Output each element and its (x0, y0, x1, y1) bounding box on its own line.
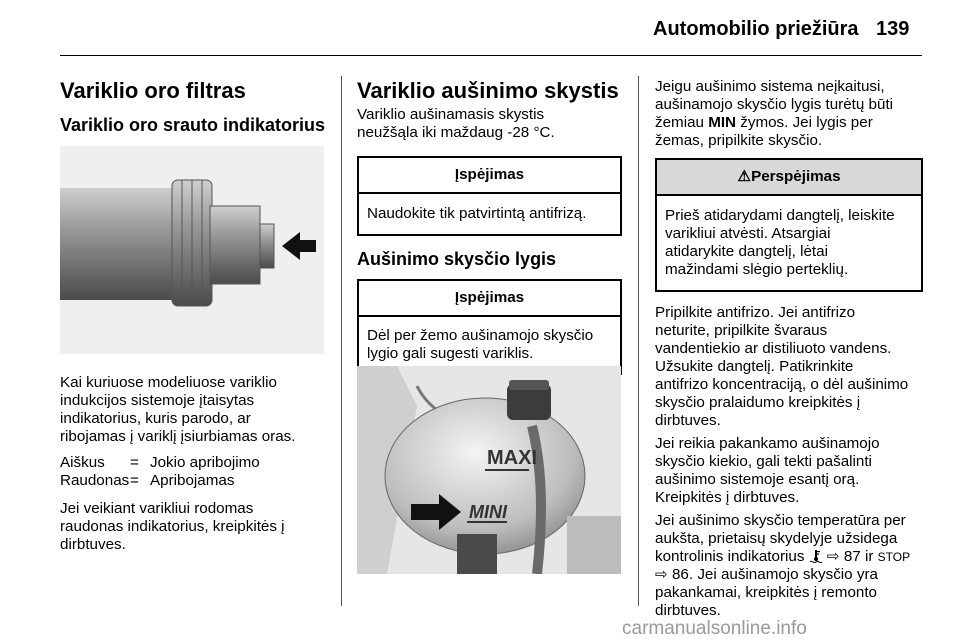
text-line: vandentiekio ar distiliuoto vandens. (655, 340, 892, 357)
text-fragment: ir (860, 548, 878, 565)
warning-box-title: Įspėjimas (359, 158, 620, 194)
min-keyword: MIN (708, 114, 737, 131)
text-line: žemas, pripilkite skysčio. (655, 132, 823, 149)
text-line: aušinimo sistemoje esantį orą. (655, 471, 860, 488)
text-line: Kai kuriuose modeliuose variklio (60, 374, 277, 391)
warning-box-text (359, 317, 620, 373)
text-line: Variklio aušinamasis skystis (357, 106, 545, 123)
text-line: Užsukite dangtelį. Patikrinkite (655, 358, 854, 375)
warning-box-level (357, 279, 622, 375)
indicator-state-table (60, 454, 335, 490)
warning-box-text: Naudokite tik patvirtintą antifrizą. (367, 205, 587, 222)
table-cell: Jokio apribojimo (150, 454, 260, 471)
text-line: Kreipkitės į dirbtuves. (655, 489, 800, 506)
header-rule (60, 55, 922, 56)
text-line: skysčio kiekio, gali tekti pašalinti (655, 453, 872, 470)
column-1-body (60, 374, 335, 554)
page-reference-icon: ⇨ (826, 548, 840, 565)
air-filter-illustration (60, 146, 324, 354)
text-line: aukšta, prietaisų skydelyje užsidega (655, 530, 898, 547)
text-line: antifrizo koncentraciją, o dėl aušinimo (655, 376, 909, 393)
text-line: lygio gali sugesti variklis. (367, 345, 534, 362)
table-cell: = (130, 472, 139, 489)
warning-box-title: Įspėjimas (359, 281, 620, 317)
text-line: neturite, pripilkite švaraus (655, 322, 828, 339)
overheat-paragraph (655, 512, 925, 620)
text-line: Dėl per žemo aušinamojo skysčio (367, 327, 594, 344)
text-line: indikatorius, kuris parodo, ar (60, 410, 251, 427)
caution-heading: Perspėjimas (751, 168, 841, 185)
subheading-air-indicator: Variklio oro srauto indikatorius (60, 115, 326, 135)
page-header-title: Automobilio priežiūra (653, 18, 859, 40)
column-3 (655, 78, 925, 620)
text-line: Jeigu aušinimo sistema neįkaitusi, (655, 78, 885, 95)
page-number: 139 (876, 18, 910, 40)
text-line: ribojamas į variklį įsiurbiamas oras. (60, 428, 296, 445)
text-line: aušinamojo skysčio lygis turėtų būti (655, 96, 894, 113)
max-mark-label: MAXI (487, 447, 537, 469)
column-divider-1 (341, 76, 342, 606)
text-line: atidarykite dangtelį, lėtai (665, 243, 828, 260)
table-cell: Apribojamas (150, 472, 235, 489)
page-reference-icon: ⇨ (655, 566, 668, 583)
table-cell: Raudonas (60, 472, 130, 489)
warning-box-antifreeze (357, 156, 622, 236)
text-line: varikliui atvėsti. Atsargiai (665, 225, 831, 242)
subheading-coolant-level: Aušinimo skysčio lygis (357, 249, 557, 269)
table-cell: = (130, 454, 139, 471)
text-line: Prieš atidarydami dangtelį, leiskite (665, 207, 895, 224)
watermark: carmanualsonline.info (622, 618, 807, 639)
column-divider-2 (638, 76, 639, 606)
text-line: indukcijos sistemoje įtaisytas (60, 392, 255, 409)
coolant-level-paragraph (655, 78, 925, 150)
text-line: raudonas indikatorius, kreipkitės į (60, 518, 285, 535)
caution-box-text (657, 196, 921, 290)
air-filter-indicator-figure (60, 146, 324, 354)
section-heading-air-filter: Variklio oro filtras (60, 78, 246, 103)
caution-box-title (657, 160, 921, 196)
text-line: dirbtuves. (655, 412, 721, 429)
coolant-intro (357, 106, 622, 142)
coolant-temperature-icon (809, 549, 823, 563)
section-heading-coolant: Variklio aušinimo skystis (357, 78, 619, 103)
stop-indicator-icon: STOP (877, 550, 911, 564)
text-line: dirbtuves. (655, 602, 721, 619)
page-reference: 87 (843, 548, 861, 565)
text-fragment: kontrolinis indikatorius (655, 548, 809, 565)
page-reference: 86 (671, 566, 689, 583)
text-line: Jei veikiant varikliui rodomas (60, 500, 254, 517)
air-bleed-paragraph (655, 435, 925, 507)
text-fragment: žemiau (655, 114, 709, 131)
text-line: mažindami slėgio perteklių. (665, 261, 849, 278)
text-line: pakankamai, kreipkitės į remonto (655, 584, 878, 601)
air-indicator-paragraph (60, 374, 335, 446)
text-fragment: . Jei aušinamojo skysčio yra (688, 566, 878, 583)
text-line: neužšąla iki maždaug -28 °C. (357, 124, 555, 141)
text-line: Jei aušinimo skysčio temperatūra per (655, 512, 906, 529)
warning-triangle-icon: ⚠ (737, 168, 752, 185)
text-line: skysčio pralaidumo kreipkitės į (655, 394, 861, 411)
column-2 (357, 78, 622, 375)
text-line: Jei reikia pakankamo aušinamojo (655, 435, 880, 452)
column-1 (60, 78, 330, 136)
text-line: Pripilkite antifrizo. Jei antifrizo (655, 304, 856, 321)
refill-paragraph (655, 304, 925, 430)
table-cell: Aiškus (60, 454, 105, 471)
min-mark-label: MINI (469, 502, 507, 522)
caution-box (655, 158, 923, 292)
coolant-reservoir-figure (357, 366, 621, 574)
coolant-reservoir-illustration (357, 366, 621, 574)
text-line: dirbtuves. (60, 536, 126, 553)
red-indicator-paragraph (60, 500, 335, 554)
text-fragment: žymos. Jei lygis per (736, 114, 873, 131)
